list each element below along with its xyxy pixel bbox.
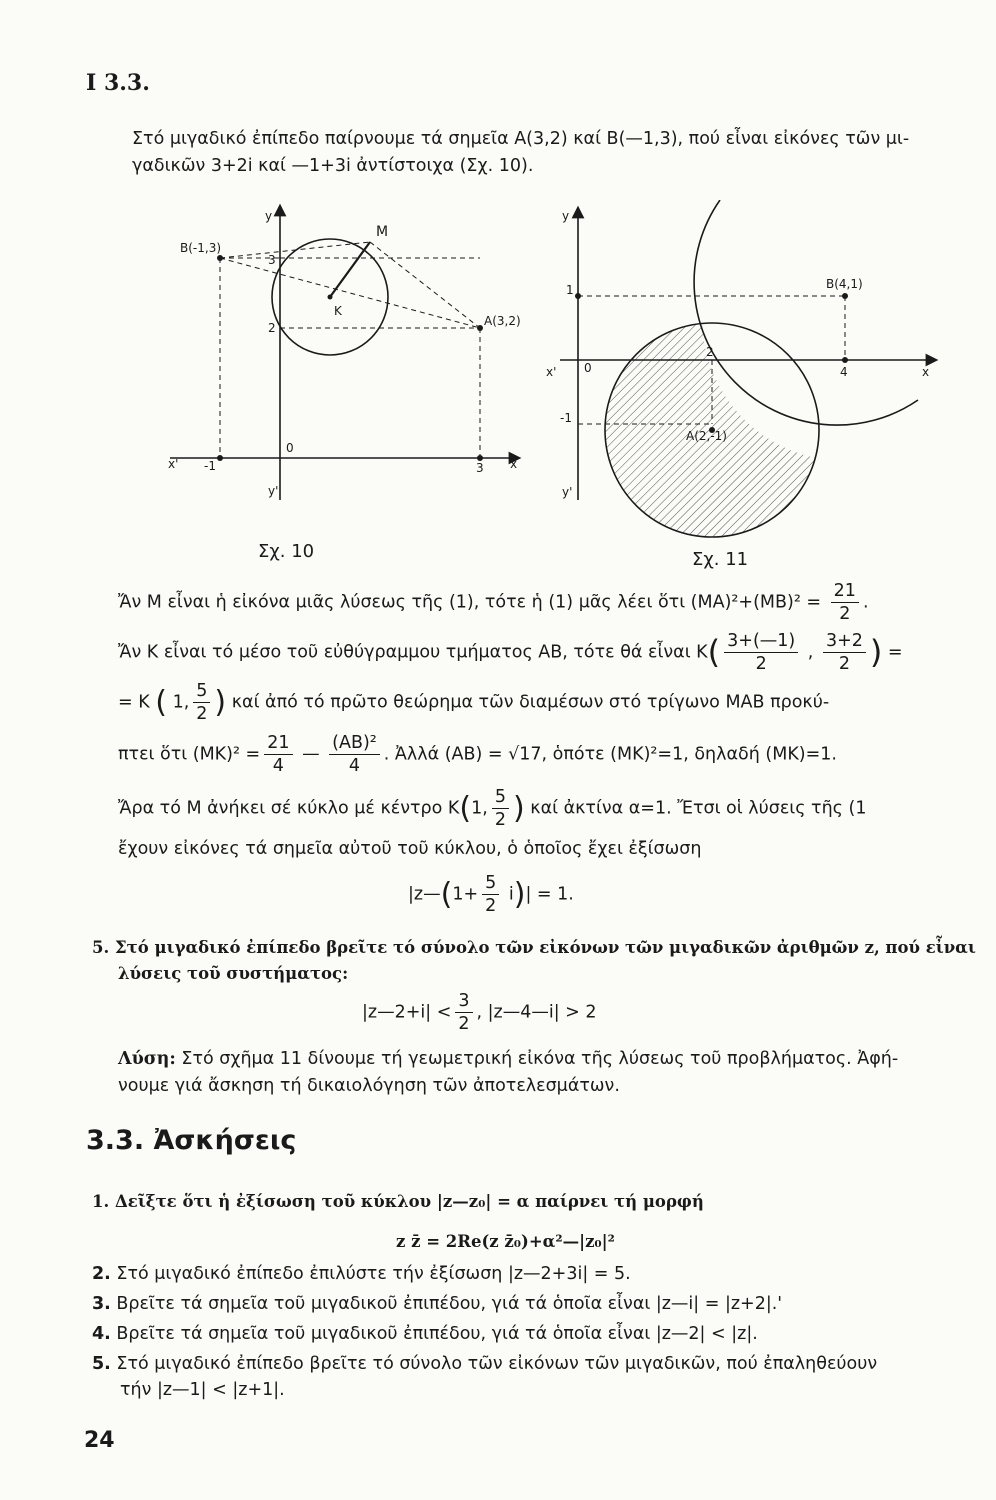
intro-paragraph <box>132 126 962 180</box>
problem-5: 5. Στό μιγαδικό ἐπίπεδο βρεῖτε τό σύνολο τῶν εἰκόνων τῶν μιγαδικῶν ἀριθμῶν z, πού εἶναι <box>92 938 976 957</box>
point-a <box>477 325 483 331</box>
label-x: x <box>922 365 930 379</box>
para-4: πτει ὅτι (ΜΚ)² = $\frac{21}{4}$ — $\frac{\text{(ΑΒ)²}}{4}$ . Ἀλλά (ΑΒ) = √17, ὁπότε (ΜΚ)²=1, δηλαδή (ΜΚ)=1. <box>118 733 837 776</box>
system-of-inequalities: |z—2+i| < $\frac{3}{2}$ , |z—4—i| > 2 <box>362 991 597 1034</box>
label-a: A(3,2) <box>484 314 521 328</box>
label-k: K <box>334 304 342 318</box>
exercise-4: 4. Βρεῖτε τά σημεῖα τοῦ μιγαδικοῦ ἐπιπέδου, γιά τά ὁποῖα εἶναι |z—2| < |z|. <box>92 1324 758 1344</box>
section-title: 3.3. Ἀσκήσεις <box>86 1125 297 1156</box>
label-yp: y' <box>268 484 279 498</box>
label-b: B(-1,3) <box>180 241 222 255</box>
label-a: A(2,-1) <box>686 429 727 443</box>
exercise-3: 3. Βρεῖτε τά σημεῖα τοῦ μιγαδικοῦ ἐπιπέδου, γιά τά ὁποῖα εἶναι |z—i| = |z+2|.' <box>92 1294 783 1314</box>
exercise-5: 5. Στό μιγαδικό ἐπίπεδο βρεῖτε τό σύνολο τῶν εἰκόνων τῶν μιγαδικῶν, πού ἐπαληθεύουν <box>92 1354 878 1374</box>
intro-line-1: Στό μιγαδικό ἐπίπεδο παίρνουμε τά σημεῖα Α(3,2) καί Β(—1,3), πού εἶναι εἰκόνες τῶν μι- <box>132 129 910 149</box>
intro-line-2: γαδικῶν 3+2i καί —1+3i ἀντίστοιχα (Σχ. 10). <box>132 156 534 176</box>
para-5: Ἄρα τό Μ ἀνήκει σέ κύκλο μέ κέντρο Κ(1, $\frac{5}{2}$ ) καί ἀκτίνα α=1. Ἔτσι οἱ λύσεις τῆς (1 <box>118 787 867 830</box>
tick-y1: 1 <box>566 283 574 297</box>
label-xp: x' <box>546 365 557 379</box>
figure-11 <box>540 200 940 545</box>
fig10-caption: Σχ. 10 <box>258 541 315 562</box>
fig11-caption: Σχ. 11 <box>692 549 749 570</box>
radius-km <box>330 242 370 297</box>
figure-10 <box>150 200 550 510</box>
page-header: I 3.3. <box>86 70 150 96</box>
circle-equation: |z—(1+ $\frac{5}{2}$ i)| = 1. <box>408 873 574 916</box>
page-number: 24 <box>84 1428 115 1453</box>
solution: Λύση: Στό σχῆμα 11 δίνουμε τή γεωμετρική εἰκόνα τῆς λύσεως τοῦ προβλήματος. Ἀφή- νουμε γιά ἄσκηση τή δικαιολόγηση τῶν ἀποτελεσμάτων. <box>118 1049 899 1096</box>
label-y: y <box>562 209 570 223</box>
tick-x4: 4 <box>840 365 848 379</box>
para-1: Ἄν Μ εἶναι ἡ εἰκόνα μιᾶς λύσεως τῆς (1), τότε ἡ (1) μᾶς λέει ὅτι (ΜΑ)²+(ΜΒ)² = $\frac{21}{2}$ . <box>118 581 869 624</box>
tick-x3: 3 <box>476 461 484 475</box>
tick-y2: 2 <box>268 321 276 335</box>
point-b <box>842 293 848 299</box>
para-3: = Κ ( 1, $\frac{5}{2}$ ) καί ἀπό τό πρῶτο θεώρημα τῶν διαμέσων στό τρίγωνο ΜΑΒ προκύ- <box>118 681 830 724</box>
circle-b-arc <box>694 200 918 425</box>
label-yp: y' <box>562 485 573 499</box>
para-2: Ἄν Κ εἶναι τό μέσο τοῦ εὐθύγραμμου τμήματος ΑΒ, τότε θά εἶναι Κ( $\frac{3+(—1)}{2}$ , $\frac{3+2}{2}$ ) = <box>118 631 903 674</box>
tick-ym1: -1 <box>560 411 572 425</box>
tick-xm1: -1 <box>204 459 216 473</box>
dashed-lines <box>220 242 480 458</box>
label-m: M <box>376 224 389 240</box>
para-6: ἔχουν εἰκόνες τά σημεῖα αὐτοῦ τοῦ κύκλου, ὁ ὁποῖος ἔχει ἐξίσωση <box>118 839 702 859</box>
label-x: x <box>510 457 518 471</box>
label-origin: 0 <box>584 361 592 375</box>
label-y: y <box>265 209 273 223</box>
label-b: B(4,1) <box>826 277 863 291</box>
exercise-1-formula: z z̄ = 2Re(z z̄₀)+α²—|z₀|² <box>396 1232 615 1251</box>
exercise-5-line-2: τήν |z—1| < |z+1|. <box>120 1380 285 1400</box>
exercise-1: 1. Δεῖξτε ὅτι ἡ ἐξίσωση τοῦ κύκλου |z—z₀| = α παίρνει τή μορφή <box>92 1192 704 1211</box>
point-k <box>328 295 333 300</box>
label-xp: x' <box>168 457 179 471</box>
label-origin: 0 <box>286 441 294 455</box>
tick-x2: 2 <box>706 345 714 359</box>
point-b <box>217 255 223 261</box>
exercise-2: 2. Στό μιγαδικό ἐπίπεδο ἐπιλύστε τήν ἐξίσωση |z—2+3i| = 5. <box>92 1264 631 1284</box>
frac-21-2: $\frac{21}{2}$ <box>831 580 859 625</box>
tick-y3: 3 <box>268 253 276 267</box>
problem-5-line-2: λύσεις τοῦ συστήματος: <box>118 964 349 983</box>
